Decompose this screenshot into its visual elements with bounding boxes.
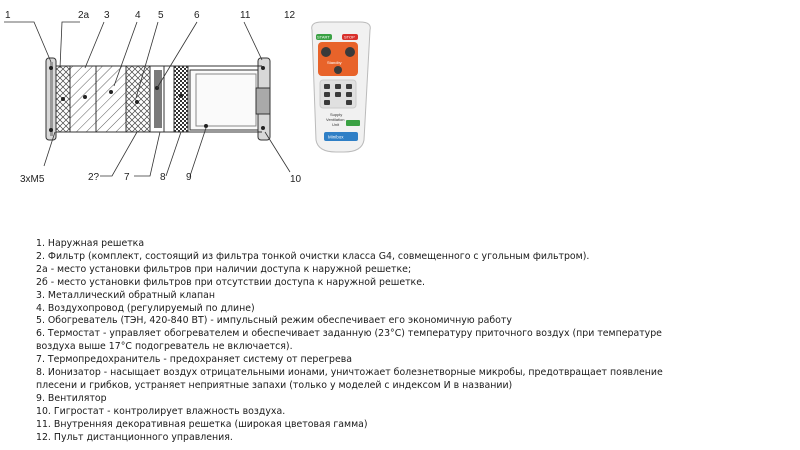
- legend-item-6-cont: воздуха выше 17°С подогреватель не включается).: [36, 341, 293, 353]
- legend-item-9: 9. Вентилятор: [36, 392, 107, 404]
- callout-1: 1: [5, 10, 11, 21]
- callout-4: 4: [135, 10, 141, 21]
- heater-block: [126, 66, 150, 132]
- legend-item-8-cont: плесени и грибков, устраняет неприятные запахи (только у моделей с индексом И в названии): [36, 379, 513, 391]
- remote-brand-label: Minibox: [328, 134, 344, 140]
- callout-8: 8: [160, 172, 166, 183]
- callout-2q: 2?: [88, 172, 100, 183]
- ionizer-block: [174, 66, 188, 132]
- callout-3: 3: [104, 10, 110, 21]
- legend-item-2b: 2б - место установки фильтров при отсутствии доступа к наружной решетке.: [36, 276, 425, 288]
- callout-10: 10: [290, 174, 302, 185]
- callout-9: 9: [186, 172, 192, 183]
- ventilation-unit-diagram: [0, 0, 800, 200]
- remote-start-label: START: [317, 34, 330, 40]
- legend-item-11: 11. Внутренняя декоративная решетка (широкая цветовая гамма): [36, 418, 368, 430]
- legend-item-4: 4. Воздухопровод (регулируемый по длине): [36, 302, 255, 314]
- callout-12: 12: [284, 10, 296, 21]
- callout-6: 6: [194, 10, 200, 21]
- remote-control: [312, 22, 371, 152]
- outer-grille: [46, 58, 56, 140]
- legend-item-2a: 2а - место установки фильтров при наличии доступа к наружной решетке;: [36, 263, 412, 275]
- legend-list: [36, 238, 776, 445]
- remote-stop-label: STOP: [344, 34, 355, 40]
- remote-mode-button: [345, 47, 355, 57]
- legend-item-12: 12. Пульт дистанционного управления.: [36, 431, 233, 443]
- remote-center-button: [334, 66, 342, 74]
- callout-11: 11: [240, 10, 251, 21]
- remote-mode-label: Standby: [327, 60, 342, 65]
- legend-item-8: 8. Ионизатор - насыщает воздух отрицательными ионами, уничтожает болезнетворные микробы, предотвращает появление: [36, 367, 663, 379]
- legend-item-2: 2. Фильтр (комплект, состоящий из фильтра тонкой очистки класса G4, совмещенного с угольным фильтром).: [36, 250, 590, 262]
- legend-item-3: 3. Металлический обратный клапан: [36, 289, 216, 301]
- remote-green-badge: [346, 120, 360, 126]
- legend-item-10: 10. Гигростат - контролирует влажность воздуха.: [36, 405, 286, 417]
- legend-item-7: 7. Термопредохранитель - предохраняет систему от перегрева: [36, 354, 353, 366]
- air-duct: [96, 66, 126, 132]
- fan-housing: [190, 70, 262, 130]
- remote-unit-label-1: Supply: [330, 112, 343, 117]
- remote-unit-label-2: Ventilation: [326, 117, 345, 122]
- legend-item-5: 5. Обогреватель (ТЭН, 420-840 ВТ) - импульсный режим обеспечивает его экономичную работу: [36, 315, 512, 327]
- callout-7: 7: [124, 172, 130, 183]
- legend-item-6: 6. Термостат - управляет обогревателем и обеспечивает заданную (23°С) температуру приточного воздух (при температуре: [36, 328, 662, 340]
- thermostat-core: [154, 70, 162, 128]
- callout-2a: 2a: [78, 10, 90, 21]
- callout-5: 5: [158, 10, 164, 21]
- remote-power-button: [321, 47, 331, 57]
- remote-unit-label-3: Unit: [332, 122, 340, 127]
- legend-item-1: 1. Наружная решетка: [36, 238, 145, 249]
- callout-3xm5: 3xM5: [20, 174, 45, 185]
- check-valve: [70, 66, 96, 132]
